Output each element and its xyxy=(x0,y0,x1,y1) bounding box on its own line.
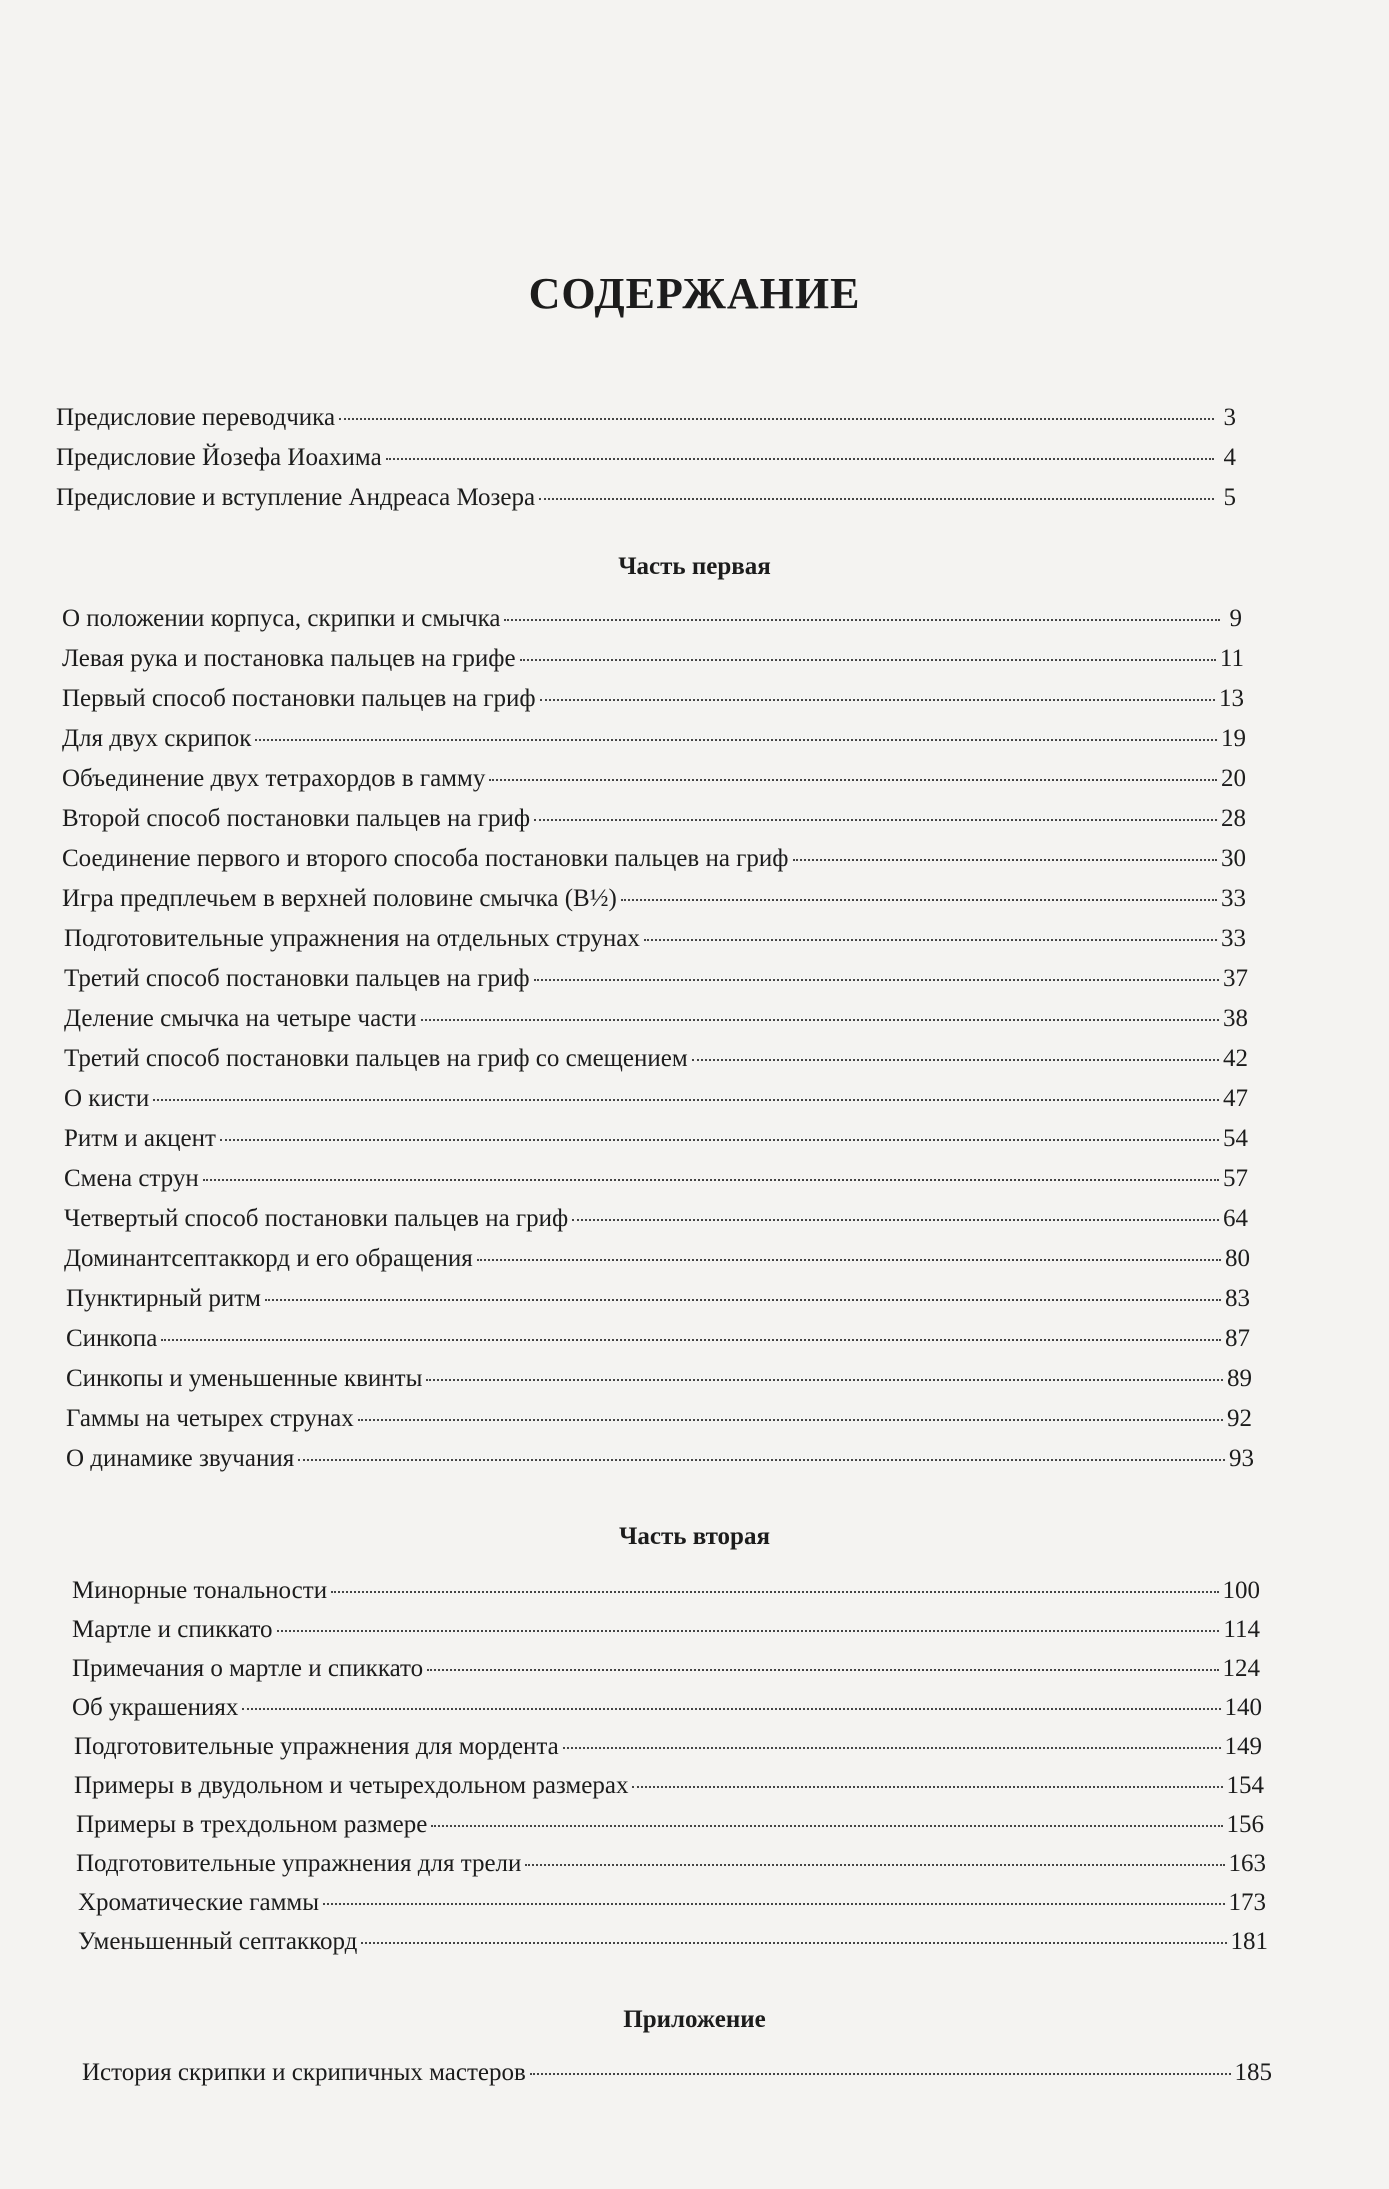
section-heading-part-two: Часть вторая xyxy=(619,1523,770,1550)
toc-entry-title: Синкопа xyxy=(66,1325,158,1352)
toc-entry xyxy=(62,764,1246,794)
toc-entry xyxy=(78,1927,1268,1957)
leader-dots xyxy=(572,1219,1219,1221)
toc-entry xyxy=(62,844,1246,874)
toc-entry xyxy=(74,1771,1264,1801)
leader-dots xyxy=(539,498,1214,500)
toc-entry xyxy=(76,1810,1264,1840)
toc-entry-title: История скрипки и скрипичных мастеров xyxy=(82,2059,526,2086)
toc-entry-title: Игра предплечьем в верхней половине смычка (В½) xyxy=(62,885,617,912)
toc-entry-page: 181 xyxy=(1230,1928,1268,1955)
toc-entry-page: 19 xyxy=(1221,725,1246,752)
toc-entry-title: Подготовительные упражнения для мордента xyxy=(74,1733,559,1760)
toc-entry-title: Об украшениях xyxy=(72,1694,239,1721)
toc-entry-title: Первый способ постановки пальцев на гриф xyxy=(62,685,536,712)
toc-entry xyxy=(62,644,1244,674)
toc-entry xyxy=(72,1615,1260,1645)
toc-entry xyxy=(64,1004,1248,1034)
toc-entry-title: Ритм и акцент xyxy=(64,1125,216,1152)
toc-entry xyxy=(66,1444,1254,1474)
toc-entry xyxy=(66,1404,1252,1434)
leader-dots xyxy=(525,1864,1224,1866)
toc-entry-title: Деление смычка на четыре части xyxy=(64,1005,417,1032)
toc-entry-title: Хроматические гаммы xyxy=(78,1889,320,1916)
leader-dots xyxy=(255,739,1217,741)
toc-entry xyxy=(66,1364,1252,1394)
toc-entry-page: 93 xyxy=(1229,1445,1254,1472)
leader-dots xyxy=(323,1903,1224,1905)
toc-entry-title: Пунктирный ритм xyxy=(66,1285,261,1312)
toc-entry-title: Минорные тональности xyxy=(72,1577,328,1604)
toc-entry-page: 28 xyxy=(1221,805,1246,832)
leader-dots xyxy=(161,1339,1221,1341)
toc-entry xyxy=(56,483,1236,513)
leader-dots xyxy=(242,1708,1220,1710)
toc-entry-page: 149 xyxy=(1224,1733,1262,1760)
toc-entry xyxy=(82,2058,1272,2088)
toc-entry-page: 33 xyxy=(1221,925,1246,952)
toc-entry-page: 124 xyxy=(1222,1655,1260,1682)
toc-entry-title: Предисловие и вступление Андреаса Мозера xyxy=(56,484,536,511)
toc-entry-title: Уменьшенный септаккорд xyxy=(78,1928,358,1955)
toc-entry xyxy=(66,1324,1250,1354)
toc-entry-title: Доминантсептаккорд и его обращения xyxy=(64,1245,473,1272)
toc-entry-page: 47 xyxy=(1223,1085,1248,1112)
toc-entry-page: 154 xyxy=(1226,1772,1264,1799)
toc-entry xyxy=(64,1244,1250,1274)
leader-dots xyxy=(331,1591,1218,1593)
leader-dots xyxy=(427,1669,1218,1671)
toc-entry xyxy=(66,1284,1250,1314)
toc-entry-page: 13 xyxy=(1219,685,1244,712)
toc-entry-page: 30 xyxy=(1221,845,1246,872)
leader-dots xyxy=(540,699,1215,701)
toc-entry-title: Мартле и спиккато xyxy=(72,1616,273,1643)
leader-dots xyxy=(563,1747,1221,1749)
leader-dots xyxy=(339,418,1214,420)
leader-dots xyxy=(153,1099,1219,1101)
toc-entry xyxy=(74,1732,1262,1762)
leader-dots xyxy=(520,659,1216,661)
toc-entry-page: 11 xyxy=(1219,645,1244,672)
toc-entry-page: 38 xyxy=(1223,1005,1248,1032)
toc-entry-page: 64 xyxy=(1223,1205,1248,1232)
toc-entry-title: Примечания о мартле и спиккато xyxy=(72,1655,424,1682)
leader-dots xyxy=(530,2073,1231,2075)
toc-entry-page: 57 xyxy=(1223,1165,1248,1192)
toc-entry-title: Предисловие переводчика xyxy=(56,404,336,431)
leader-dots xyxy=(298,1459,1225,1461)
toc-entry-page: 92 xyxy=(1227,1405,1252,1432)
toc-entry xyxy=(56,403,1236,433)
toc-entry-title: О динамике звучания xyxy=(66,1445,295,1472)
toc-entry xyxy=(62,604,1242,634)
leader-dots xyxy=(489,779,1217,781)
leader-dots xyxy=(534,979,1219,981)
leader-dots xyxy=(692,1059,1219,1061)
toc-entry xyxy=(62,684,1244,714)
toc-entry xyxy=(62,884,1246,914)
leader-dots xyxy=(534,819,1217,821)
leader-dots xyxy=(793,859,1217,861)
toc-entry-page: 4 xyxy=(1223,444,1236,471)
toc-entry xyxy=(64,1124,1248,1154)
toc-entry-title: Предисловие Йозефа Иоахима xyxy=(56,444,382,471)
toc-entry-title: О кисти xyxy=(64,1085,150,1112)
toc-entry xyxy=(72,1654,1260,1684)
toc-entry-title: Примеры в трехдольном размере xyxy=(76,1811,428,1838)
toc-entry-title: Соединение первого и второго способа постановки пальцев на гриф xyxy=(62,845,789,872)
toc-entry-page: 3 xyxy=(1223,404,1236,431)
toc-entry-page: 5 xyxy=(1223,484,1236,511)
toc-entry-title: Третий способ постановки пальцев на гриф со смещением xyxy=(64,1045,688,1072)
toc-entry-page: 42 xyxy=(1223,1045,1248,1072)
leader-dots xyxy=(504,619,1220,621)
toc-entry xyxy=(64,1164,1248,1194)
toc-entry-title: Второй способ постановки пальцев на гриф xyxy=(62,805,531,832)
toc-entry-page: 163 xyxy=(1228,1850,1266,1877)
leader-dots xyxy=(644,939,1217,941)
leader-dots xyxy=(361,1942,1226,1944)
toc-entry-title: О положении корпуса, скрипки и смычка xyxy=(62,605,501,632)
leader-dots xyxy=(220,1139,1219,1141)
toc-entry-page: 100 xyxy=(1222,1577,1260,1604)
toc-entry-page: 37 xyxy=(1223,965,1248,992)
leader-dots xyxy=(426,1379,1223,1381)
toc-entry-page: 173 xyxy=(1228,1889,1266,1916)
toc-entry xyxy=(64,964,1248,994)
toc-entry xyxy=(72,1576,1260,1606)
toc-entry-title: Примеры в двудольном и четырехдольном размерах xyxy=(74,1772,629,1799)
toc-entry-page: 20 xyxy=(1221,765,1246,792)
toc-entry xyxy=(62,804,1246,834)
toc-entry xyxy=(72,1693,1262,1723)
toc-entry xyxy=(64,1044,1248,1074)
toc-entry-page: 140 xyxy=(1224,1694,1262,1721)
toc-entry-title: Подготовительные упражнения на отдельных струнах xyxy=(64,925,640,952)
leader-dots xyxy=(621,899,1217,901)
leader-dots xyxy=(477,1259,1221,1261)
toc-entry-title: Четвертый способ постановки пальцев на гриф xyxy=(64,1205,569,1232)
toc-entry xyxy=(78,1888,1266,1918)
leader-dots xyxy=(358,1419,1223,1421)
toc-entry-title: Левая рука и постановка пальцев на грифе xyxy=(62,645,516,672)
toc-entry-page: 80 xyxy=(1225,1245,1250,1272)
toc-entry xyxy=(64,1204,1248,1234)
leader-dots xyxy=(632,1786,1222,1788)
toc-entry xyxy=(64,924,1246,954)
toc-entry-page: 185 xyxy=(1234,2059,1272,2086)
page-title: СОДЕРЖАНИЕ xyxy=(528,269,861,318)
toc-entry xyxy=(56,443,1236,473)
toc-entry-title: Синкопы и уменьшенные квинты xyxy=(66,1365,423,1392)
section-heading-appendix: Приложение xyxy=(623,2006,766,2033)
toc-entry-title: Для двух скрипок xyxy=(62,725,252,752)
toc-entry-page: 89 xyxy=(1227,1365,1252,1392)
leader-dots xyxy=(431,1825,1222,1827)
toc-entry-title: Третий способ постановки пальцев на гриф xyxy=(64,965,530,992)
section-heading-part-one: Часть первая xyxy=(618,553,771,580)
toc-entry xyxy=(62,724,1246,754)
toc-entry-page: 33 xyxy=(1221,885,1246,912)
leader-dots xyxy=(265,1299,1221,1301)
toc-entry xyxy=(76,1849,1266,1879)
toc-entry xyxy=(64,1084,1248,1114)
toc-entry-page: 54 xyxy=(1223,1125,1248,1152)
toc-entry-page: 156 xyxy=(1226,1811,1264,1838)
leader-dots xyxy=(277,1630,1220,1632)
leader-dots xyxy=(203,1179,1219,1181)
leader-dots xyxy=(421,1019,1219,1021)
toc-entry-page: 83 xyxy=(1225,1285,1250,1312)
toc-entry-title: Гаммы на четырех струнах xyxy=(66,1405,354,1432)
toc-entry-page: 9 xyxy=(1229,605,1242,632)
leader-dots xyxy=(386,458,1214,460)
toc-entry-page: 87 xyxy=(1225,1325,1250,1352)
toc-entry-title: Подготовительные упражнения для трели xyxy=(76,1850,522,1877)
toc-entry-page: 114 xyxy=(1223,1616,1260,1643)
toc-entry-title: Смена струн xyxy=(64,1165,199,1192)
toc-entry-title: Объединение двух тетрахордов в гамму xyxy=(62,765,486,792)
